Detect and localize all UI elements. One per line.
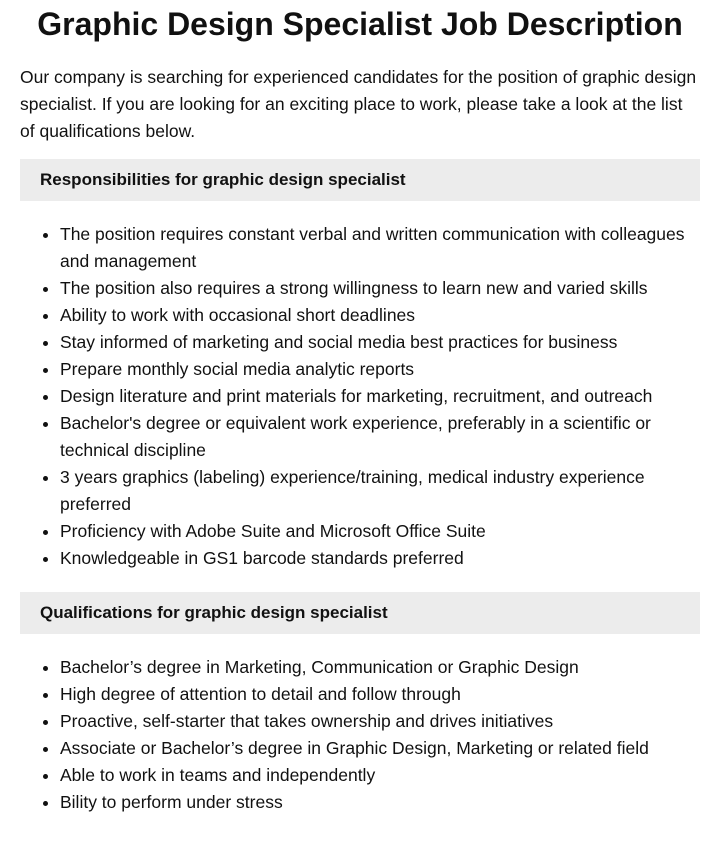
list-item: • Bachelor's degree or equivalent work experience, preferably in a scientific or technical discipline [60, 410, 700, 464]
responsibilities-heading: Responsibilities for graphic design specialist [20, 159, 700, 201]
qualifications-list [20, 654, 700, 816]
list-item: • Bachelor’s degree in Marketing, Communication or Graphic Design [60, 654, 700, 681]
intro-text: Our company is searching for experienced candidates for the position of graphic design specialist. If you are looking for an exciting place to work, please take a look at the list of qualifications below. [20, 67, 697, 141]
list-item: • Prepare monthly social media analytic reports [60, 356, 700, 383]
list-item: • Design literature and print materials for marketing, recruitment, and outreach [60, 383, 700, 410]
list-item: • Bility to perform under stress [60, 789, 700, 816]
list-item: • Stay informed of marketing and social media best practices for business [60, 329, 700, 356]
list-item: • Able to work in teams and independently [60, 762, 700, 789]
list-item: • Associate or Bachelor’s degree in Graphic Design, Marketing or related field [60, 735, 700, 762]
list-item: • Knowledgeable in GS1 barcode standards preferred [60, 545, 700, 572]
qualifications-heading: Qualifications for graphic design specialist [20, 592, 700, 634]
list-item: • The position also requires a strong willingness to learn new and varied skills [60, 275, 700, 302]
list-item: • 3 years graphics (labeling) experience/training, medical industry experience preferred [60, 464, 700, 518]
list-item: • Proactive, self-starter that takes ownership and drives initiatives [60, 708, 700, 735]
list-item: • Ability to work with occasional short deadlines [60, 302, 700, 329]
list-item: • High degree of attention to detail and follow through [60, 681, 700, 708]
page-title: Graphic Design Specialist Job Description [37, 6, 683, 42]
list-item: • Proficiency with Adobe Suite and Microsoft Office Suite [60, 518, 700, 545]
responsibilities-list [20, 221, 700, 572]
list-item: • The position requires constant verbal and written communication with colleagues and management [60, 221, 700, 275]
